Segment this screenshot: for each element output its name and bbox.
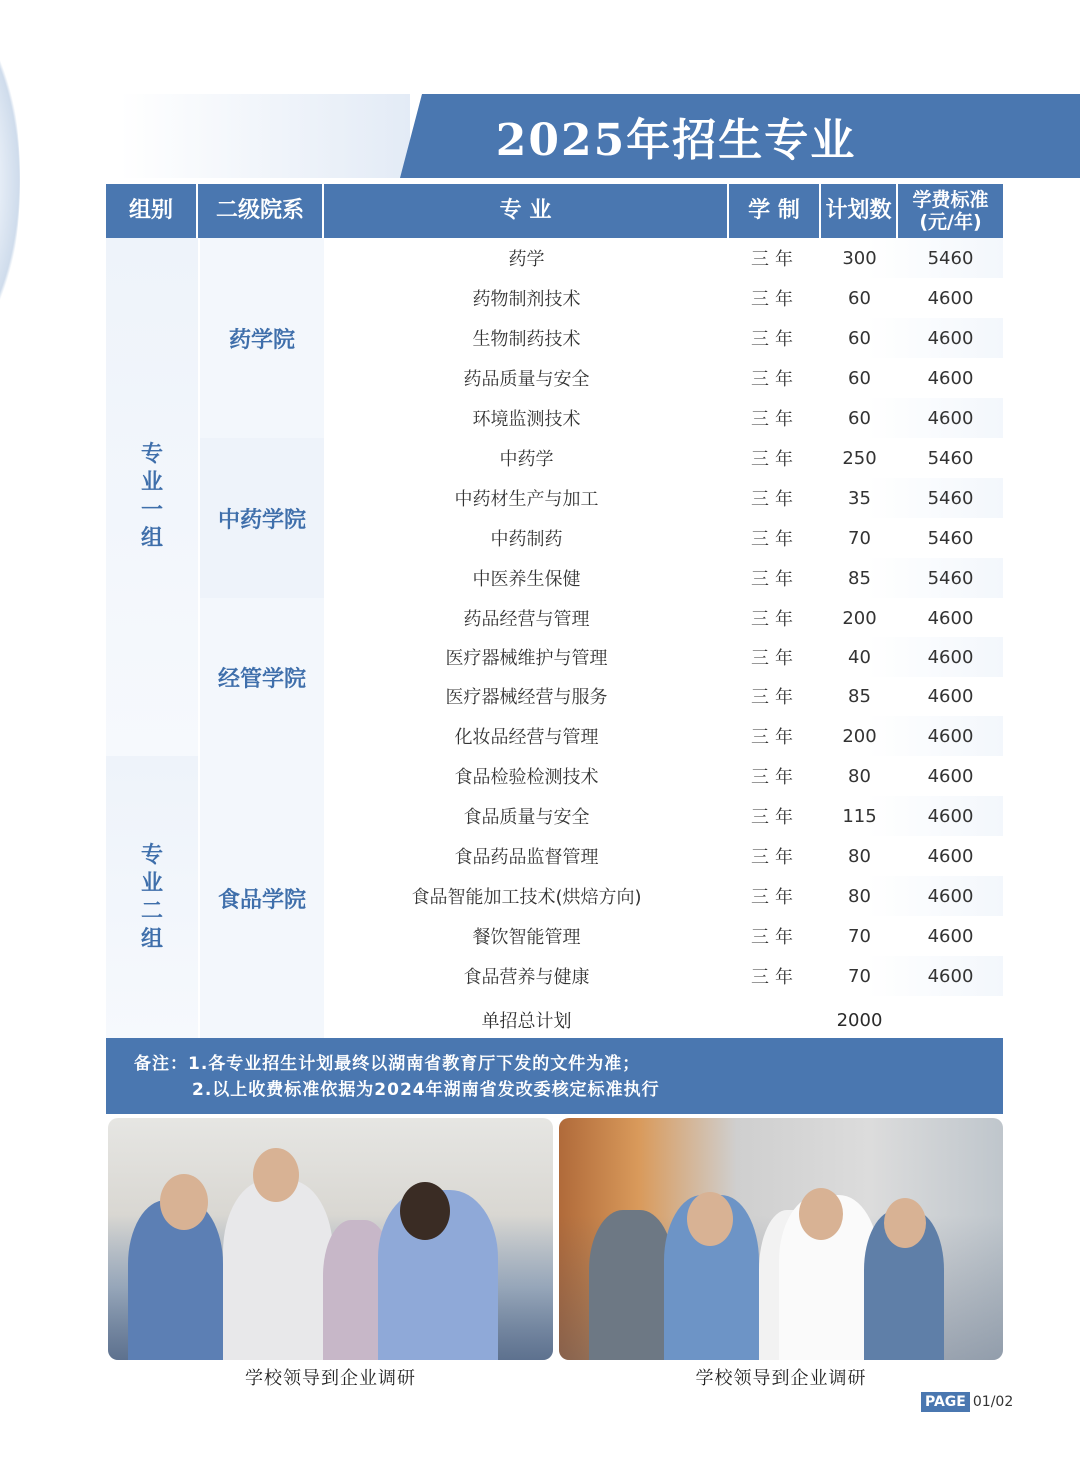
duration-cell: 三年 — [751, 449, 799, 470]
dept-cell-3: 经管学院 — [198, 598, 324, 756]
fee-cell: 4600 — [927, 885, 974, 907]
plan-cell: 300 — [842, 247, 877, 269]
plan-cell: 70 — [848, 925, 871, 947]
major-cell: 药学 — [508, 249, 545, 270]
plan-cell: 115 — [842, 805, 877, 827]
table-row — [324, 398, 1003, 438]
remark-line-2: 2.以上收费标准依据为2024年湖南省发改委核定标准执行 — [192, 1080, 660, 1100]
person-head — [400, 1182, 450, 1240]
table-row — [324, 518, 1003, 558]
header-fee-line2: (元/年) — [919, 211, 982, 233]
fee-cell: 5460 — [927, 527, 974, 549]
header-fee-line1: 学费标准 — [912, 189, 989, 211]
duration-cell: 三年 — [751, 887, 799, 908]
photo-visit-2 — [559, 1118, 1003, 1360]
duration-cell: 三年 — [751, 967, 799, 988]
major-cell: 医疗器械经营与服务 — [445, 687, 608, 708]
major-cell: 中药材生产与加工 — [454, 489, 599, 510]
table-row — [324, 916, 1003, 956]
table-header — [106, 184, 1003, 238]
page-tag: PAGE — [921, 1392, 970, 1412]
fee-cell: 4600 — [927, 805, 974, 827]
plan-cell: 80 — [848, 765, 871, 787]
plan-cell: 60 — [848, 287, 871, 309]
fee-cell: 5460 — [927, 447, 974, 469]
photo-visit-1 — [108, 1118, 553, 1360]
person-head — [160, 1174, 208, 1230]
plan-cell: 85 — [848, 685, 871, 707]
major-cell: 中药学 — [499, 449, 554, 470]
dept-cell-2: 中药学院 — [198, 438, 324, 598]
group-cell-1 — [106, 238, 198, 756]
duration-cell: 三年 — [751, 648, 799, 669]
table-row — [324, 238, 1003, 278]
major-cell: 食品智能加工技术(烘焙方向) — [411, 887, 642, 908]
plan-cell: 200 — [842, 725, 877, 747]
plan-cell: 80 — [848, 885, 871, 907]
header-major: 专 业 — [324, 184, 729, 238]
fee-cell: 4600 — [927, 367, 974, 389]
fee-cell: 4600 — [927, 287, 974, 309]
plan-cell: 85 — [848, 567, 871, 589]
major-cell: 环境监测技术 — [472, 409, 581, 430]
remark-line-1: 备注：1.各专业招生计划最终以湖南省教育厅下发的文件为准； — [134, 1054, 641, 1074]
group-label-2: 专业二组 — [140, 843, 163, 952]
plan-cell: 60 — [848, 327, 871, 349]
plan-cell: 70 — [848, 527, 871, 549]
photo-caption-1: 学校领导到企业调研 — [245, 1368, 416, 1389]
duration-cell: 三年 — [751, 767, 799, 788]
plan-cell: 35 — [848, 487, 871, 509]
table-row — [324, 478, 1003, 518]
duration-cell: 三年 — [751, 687, 799, 708]
table-row — [324, 637, 1003, 677]
table-row — [324, 598, 1003, 638]
major-cell: 医疗器械维护与管理 — [445, 648, 608, 669]
table-row — [324, 956, 1003, 996]
fee-cell: 5460 — [927, 567, 974, 589]
major-cell: 食品药品监督管理 — [454, 847, 599, 868]
plan-cell: 60 — [848, 367, 871, 389]
fee-cell: 4600 — [927, 925, 974, 947]
duration-cell: 三年 — [751, 807, 799, 828]
total-value: 2000 — [836, 1009, 883, 1031]
duration-cell: 三年 — [751, 927, 799, 948]
duration-cell: 三年 — [751, 569, 799, 590]
major-cell: 生物制药技术 — [472, 329, 581, 350]
table-row — [324, 438, 1003, 478]
major-cell: 食品质量与安全 — [463, 807, 590, 828]
title-strip — [120, 94, 410, 178]
duration-cell: 三年 — [751, 529, 799, 550]
plan-cell: 40 — [848, 646, 871, 668]
duration-cell: 三年 — [751, 249, 799, 270]
duration-cell: 三年 — [751, 409, 799, 430]
page-number: 01/02 — [972, 1394, 1014, 1410]
person-head — [799, 1188, 843, 1240]
fee-cell: 4600 — [927, 646, 974, 668]
group-cell-2 — [106, 756, 198, 1040]
dept-cell-1: 药学院 — [198, 238, 324, 438]
page-title: 2025年招生专业 — [495, 115, 857, 166]
person-head — [687, 1192, 733, 1246]
person-head — [253, 1148, 299, 1202]
duration-cell: 三年 — [751, 329, 799, 350]
photo-caption-2: 学校领导到企业调研 — [695, 1368, 867, 1389]
fee-cell: 4600 — [927, 327, 974, 349]
table-row — [324, 796, 1003, 836]
plan-cell: 70 — [848, 965, 871, 987]
table-row — [324, 876, 1003, 916]
table-row — [324, 358, 1003, 398]
header-duration: 学 制 — [729, 184, 821, 238]
table-row — [324, 278, 1003, 318]
duration-cell: 三年 — [751, 847, 799, 868]
table-row — [324, 836, 1003, 876]
plan-cell: 200 — [842, 607, 877, 629]
major-cell: 药物制剂技术 — [472, 289, 581, 310]
fee-cell: 4600 — [927, 685, 974, 707]
table-row — [324, 318, 1003, 358]
remarks-box — [106, 1038, 1003, 1114]
fee-cell: 4600 — [927, 845, 974, 867]
person-figure — [223, 1180, 333, 1360]
group-label-1: 专业一组 — [140, 442, 163, 551]
duration-cell: 三年 — [751, 289, 799, 310]
dept-cell-4: 食品学院 — [198, 756, 324, 1040]
major-cell: 化妆品经营与管理 — [454, 727, 599, 748]
person-head — [884, 1198, 926, 1248]
fee-cell: 5460 — [927, 247, 974, 269]
page-indicator — [921, 1392, 1013, 1412]
fee-cell: 4600 — [927, 765, 974, 787]
duration-cell: 三年 — [751, 609, 799, 630]
major-cell: 药品经营与管理 — [463, 609, 590, 630]
header-plan: 计划数 — [821, 184, 898, 238]
header-dept: 二级院系 — [198, 184, 324, 238]
major-cell: 食品营养与健康 — [463, 967, 590, 988]
total-row — [324, 1000, 1003, 1040]
major-cell: 中药制药 — [490, 529, 563, 550]
person-figure — [589, 1210, 674, 1360]
header-fee — [898, 184, 1003, 238]
duration-cell: 三年 — [751, 489, 799, 510]
plan-cell: 60 — [848, 407, 871, 429]
plan-cell: 250 — [842, 447, 877, 469]
major-cell: 食品检验检测技术 — [454, 767, 599, 788]
major-cell: 中医养生保健 — [472, 569, 581, 590]
total-label: 单招总计划 — [481, 1011, 572, 1032]
plan-cell: 80 — [848, 845, 871, 867]
table-row — [324, 756, 1003, 796]
fee-cell: 4600 — [927, 607, 974, 629]
fee-cell: 4600 — [927, 407, 974, 429]
header-group: 组别 — [106, 184, 198, 238]
duration-cell: 三年 — [751, 369, 799, 390]
table-row — [324, 558, 1003, 598]
fee-cell: 4600 — [927, 965, 974, 987]
major-cell: 药品质量与安全 — [463, 369, 590, 390]
fee-cell: 4600 — [927, 725, 974, 747]
major-cell: 餐饮智能管理 — [472, 927, 581, 948]
table-row — [324, 676, 1003, 716]
table-row — [324, 716, 1003, 756]
fee-cell: 5460 — [927, 487, 974, 509]
duration-cell: 三年 — [751, 727, 799, 748]
decorative-arc — [0, 0, 20, 370]
